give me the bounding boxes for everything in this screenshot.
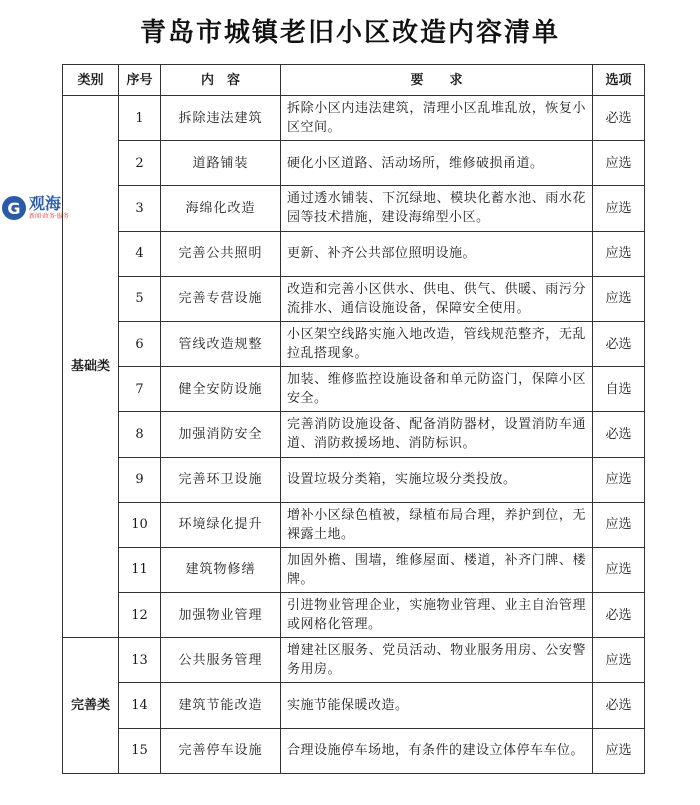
requirement-cell: 加固外檐、围墙，维修屋面、楼道，补齐门牌、楼牌。 (281, 547, 593, 592)
requirement-cell: 通过透水铺装、下沉绿地、模块化蓄水池、雨水花园等技术措施，建设海绵型小区。 (281, 186, 593, 231)
content-cell: 环境绿化提升 (161, 502, 281, 547)
option-cell: 应选 (593, 276, 645, 321)
requirement-cell: 设置垃圾分类箱，实施垃圾分类投放。 (281, 457, 593, 502)
table-row (63, 593, 645, 638)
table-row (63, 412, 645, 457)
header-category: 类别 (63, 65, 119, 96)
requirement-cell: 小区架空线路实施入地改造，管线规范整齐，无乱拉乱搭现象。 (281, 321, 593, 366)
table-row (63, 96, 645, 141)
table-header-row (63, 65, 645, 96)
content-cell: 道路铺装 (161, 141, 281, 186)
content-cell: 完善专营设施 (161, 276, 281, 321)
requirement-cell: 硬化小区道路、活动场所，维修破损甬道。 (281, 141, 593, 186)
table-row (63, 276, 645, 321)
header-content: 内 容 (161, 65, 281, 96)
option-cell: 应选 (593, 231, 645, 276)
table-row (63, 547, 645, 592)
seq-cell: 11 (119, 547, 161, 592)
seq-cell: 2 (119, 141, 161, 186)
option-cell: 应选 (593, 728, 645, 773)
content-cell: 建筑节能改造 (161, 683, 281, 728)
seq-cell: 8 (119, 412, 161, 457)
requirement-cell: 完善消防设施设备、配备消防器材，设置消防车通道、消防救援场地、消防标识。 (281, 412, 593, 457)
header-requirement: 要 求 (281, 65, 593, 96)
content-cell: 健全安防设施 (161, 367, 281, 412)
requirement-cell: 合理设施停车场地，有条件的建设立体停车车位。 (281, 728, 593, 773)
seq-cell: 6 (119, 321, 161, 366)
requirement-cell: 实施节能保暖改造。 (281, 683, 593, 728)
category-cell: 基础类 (63, 96, 119, 638)
content-cell: 管线改造规整 (161, 321, 281, 366)
page-title: 青岛市城镇老旧小区改造内容清单 (139, 18, 560, 48)
seq-cell: 5 (119, 276, 161, 321)
requirement-cell: 增补小区绿色植被，绿植布局合理，养护到位，无裸露土地。 (281, 502, 593, 547)
seq-cell: 4 (119, 231, 161, 276)
requirement-cell: 增建社区服务、党员活动、物业服务用房、公安警务用房。 (281, 638, 593, 683)
content-cell: 拆除违法建筑 (161, 96, 281, 141)
content-cell: 完善停车设施 (161, 728, 281, 773)
option-cell: 必选 (593, 593, 645, 638)
seq-cell: 9 (119, 457, 161, 502)
seq-cell: 12 (119, 593, 161, 638)
renovation-list-table (62, 64, 645, 774)
category-cell: 完善类 (63, 638, 119, 774)
header-seq: 序号 (119, 65, 161, 96)
option-cell: 必选 (593, 321, 645, 366)
table-row (63, 141, 645, 186)
content-cell: 海绵化改造 (161, 186, 281, 231)
content-cell: 完善公共照明 (161, 231, 281, 276)
seq-cell: 7 (119, 367, 161, 412)
header-option: 选项 (593, 65, 645, 96)
content-cell: 完善环卫设施 (161, 457, 281, 502)
watermark-sub-text: 新闻·政务·服务 (29, 213, 69, 220)
table-row (63, 367, 645, 412)
option-cell: 必选 (593, 683, 645, 728)
option-cell: 应选 (593, 457, 645, 502)
seq-cell: 14 (119, 683, 161, 728)
content-cell: 加强物业管理 (161, 593, 281, 638)
table-body (63, 96, 645, 774)
table-row (63, 683, 645, 728)
seq-cell: 13 (119, 638, 161, 683)
table-row (63, 638, 645, 683)
option-cell: 必选 (593, 412, 645, 457)
table-row (63, 231, 645, 276)
requirement-cell: 更新、补齐公共部位照明设施。 (281, 231, 593, 276)
watermark-main-text: 观海 (29, 194, 62, 213)
watermark-g-icon: G (2, 196, 26, 220)
option-cell: 应选 (593, 547, 645, 592)
requirement-cell: 引进物业管理企业，实施物业管理、业主自治管理或网格化管理。 (281, 593, 593, 638)
table-row (63, 321, 645, 366)
seq-cell: 10 (119, 502, 161, 547)
requirement-cell: 改造和完善小区供水、供电、供气、供暖、雨污分流排水、通信设施设备，保障安全使用。 (281, 276, 593, 321)
seq-cell: 3 (119, 186, 161, 231)
option-cell: 应选 (593, 186, 645, 231)
requirement-cell: 拆除小区内违法建筑，清理小区乱堆乱放，恢复小区空间。 (281, 96, 593, 141)
option-cell: 自选 (593, 367, 645, 412)
content-cell: 公共服务管理 (161, 638, 281, 683)
seq-cell: 1 (119, 96, 161, 141)
option-cell: 应选 (593, 638, 645, 683)
requirement-cell: 加装、维修监控设施设备和单元防盗门，保障小区安全。 (281, 367, 593, 412)
content-cell: 建筑物修缮 (161, 547, 281, 592)
table-row (63, 457, 645, 502)
seq-cell: 15 (119, 728, 161, 773)
option-cell: 必选 (593, 96, 645, 141)
option-cell: 应选 (593, 502, 645, 547)
option-cell: 应选 (593, 141, 645, 186)
content-cell: 加强消防安全 (161, 412, 281, 457)
table-row (63, 502, 645, 547)
table-row (63, 728, 645, 773)
table-row (63, 186, 645, 231)
